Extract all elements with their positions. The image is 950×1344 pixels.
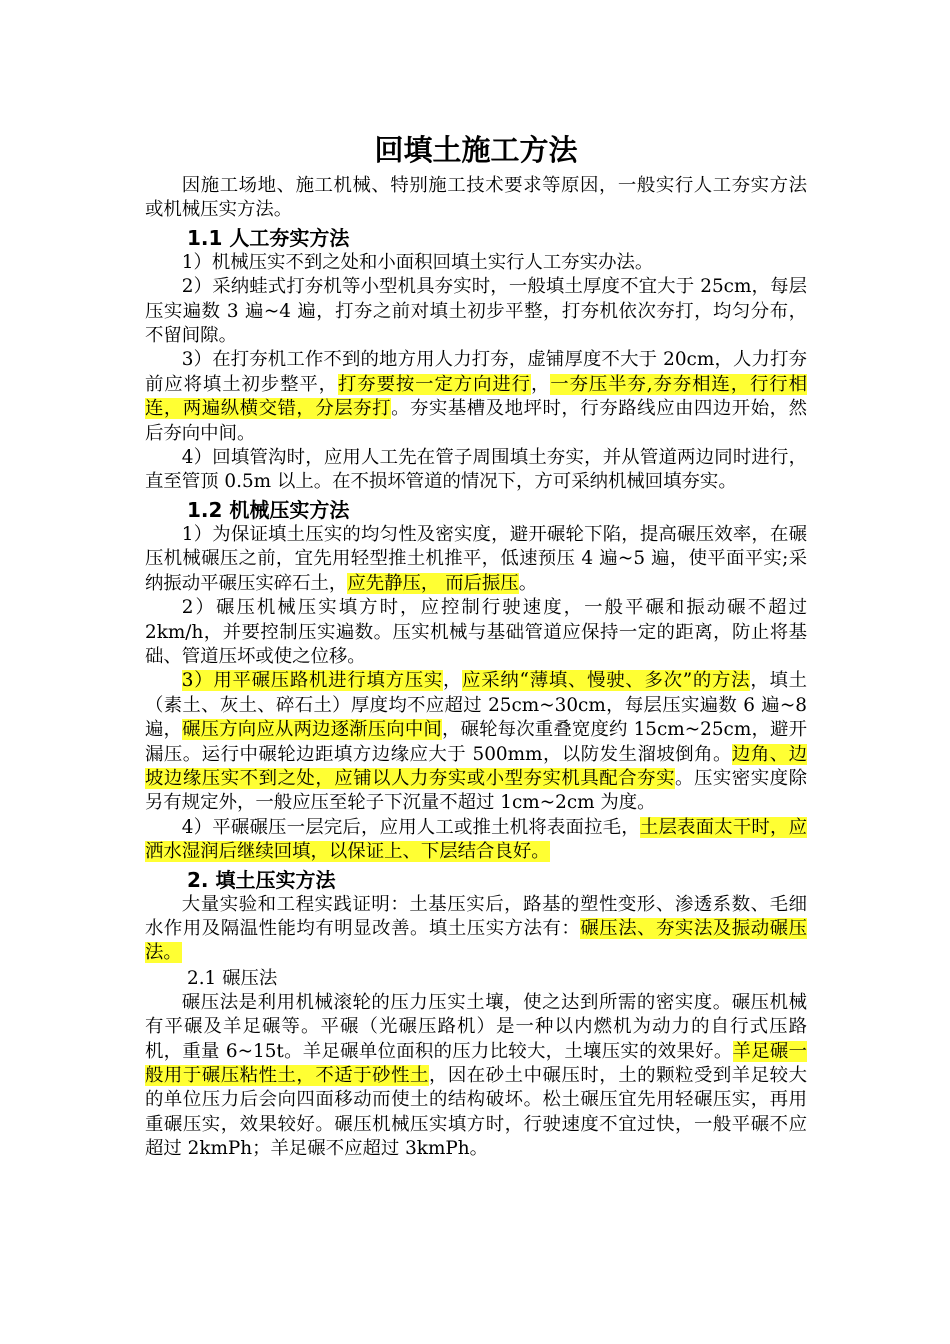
text-run: 。	[518, 572, 538, 594]
s11-paragraph-2: 2）采纳蛙式打夯机等小型机具夯实时，一般填土厚度不宜大于 25cm，每层压实遍数 3 遍~4 遍，打夯之前对填土初步平整，打夯机依次夯打，均匀分布，不留间隙。	[145, 276, 807, 347]
text-run: 1）为保证填土压实的均匀性及密实度，避开碾轮下陷，提高碾压效率，在碾压机械碾压之前，宜先用轻型推土机推平，低速预压 4 遍~5 遍，使平面平实;采纳振动平碾压实碎石土，	[145, 523, 807, 594]
document-page	[145, 128, 807, 1162]
highlighted-text: 3）用平碾压路机进行填方压实	[181, 670, 443, 692]
intro-paragraph: 因施工场地、施工机械、特别施工技术要求等原因，一般实行人工夯实方法或机械压实方法。	[145, 175, 807, 221]
text-run: ，因在砂土中碾压时，土的颗粒受到羊足较大的单位压力后会向四面移动而使土的结构破坏。松土碾压宜先用轻碾压实，再用重碾压实，效果较好。碾压机械压实填方时，行驶速度不宜过快，一般平碾不应超过 2kmPh；羊足碾不应超过 3kmPh。	[145, 1065, 807, 1160]
s11-paragraph-4: 4）回填管沟时，应用人工先在管子周围填土夯实，并从管道两边同时进行，直至管顶 0.5m 以上。在不损坏管道的情况下，方可采纳机械回填夯实。	[145, 447, 807, 493]
s21-paragraph-1	[145, 991, 807, 1162]
highlighted-text: 应采纳“薄填、慢驶、多次”的方法	[462, 670, 751, 692]
section-1-2-heading: 1.2 机械压实方法	[187, 497, 350, 522]
s12-paragraph-1	[145, 523, 807, 596]
highlighted-text: 碾压方向应从两边逐渐压向中间	[182, 719, 442, 741]
s11-paragraph-1: 1）机械压实不到之处和小面积回填土实行人工夯实办法。	[181, 251, 654, 273]
highlighted-text: 一夯压半夯,夯夯相连，行行相连，两遍纵横交错，分层夯打	[145, 373, 807, 420]
document-title: 回填土施工方法	[374, 133, 578, 167]
text-run: ，碾轮每次重叠宽度约 15cm~25cm，避开漏压。运行中碾轮边距填方边缘应大于 500mm，以防发生溜坡倒角。	[145, 719, 807, 765]
text-run: ，填土（素土、灰土、碎石土）厚度均不应超过 25cm~30cm，每层压实遍数 6 遍~8 遍，	[145, 670, 807, 741]
highlighted-text: 边角、边坡边缘压实不到之处，应铺以人力夯实或小型夯实机具配合夯实	[145, 743, 807, 789]
highlighted-text: 打夯要按一定方向进行	[337, 373, 531, 395]
highlighted-text: 土层表面太干时，应洒水湿润后继续回填，以保证上、下层结合良好。	[145, 816, 807, 863]
text-run: ，	[530, 373, 551, 395]
text-run: 。压实密实度除另有规定外，一般应压至轮子下沉量不超过 1cm~2cm 为度。	[145, 767, 807, 814]
highlighted-text: 碾压法、夯实法及振动碾压法。	[145, 917, 807, 964]
text-run: 大量实验和工程实践证明：土基压实后，路基的塑性变形、渗透系数、毛细水作用及隔温性能均有明显改善。填土压实方法有：	[145, 893, 807, 939]
text-run: 4）平碾碾压一层完后，应用人工或推土机将表面拉毛，	[181, 816, 640, 838]
highlighted-text: 应先静压， 而后振压	[347, 572, 519, 594]
highlighted-text: 羊足碾一般用于碾压粘性土，不适于砂性土	[145, 1040, 807, 1086]
text-run: 碾压法是利用机械滚轮的压力压实土壤，使之达到所需的密实度。碾压机械有平碾及羊足碾等。平碾（光碾压路机）是一种以内燃机为动力的自行式压路机，重量 6~15t。羊足碾单位面积的压力比较大，土壤压实的效果好。	[145, 991, 807, 1062]
section-2-heading: 2. 填土压实方法	[187, 867, 336, 892]
s2-paragraph-1	[145, 893, 807, 966]
section-1-1-heading: 1.1 人工夯实方法	[187, 225, 350, 250]
text-run: ，	[443, 670, 463, 692]
text-run: 3）在打夯机工作不到的地方用人力打夯，虚铺厚度不大于 20cm，人力打夯前应将填土初步整平，	[145, 349, 807, 395]
s12-paragraph-2: 2）碾压机械压实填方时，应控制行驶速度，一般平碾和振动碾不超过 2km/h，并要控制压实遍数。压实机械与基础管道应保持一定的距离，防止将基础、管道压坏或使之位移。	[145, 597, 807, 667]
s11-paragraph-3	[145, 348, 807, 446]
text-run: 。夯实基槽及地坪时，行夯路线应由四边开始，然后夯向中间。	[145, 398, 807, 444]
section-2-1-heading: 2.1 碾压法	[187, 967, 278, 989]
s12-paragraph-3	[145, 669, 807, 815]
s12-paragraph-4	[145, 816, 807, 865]
